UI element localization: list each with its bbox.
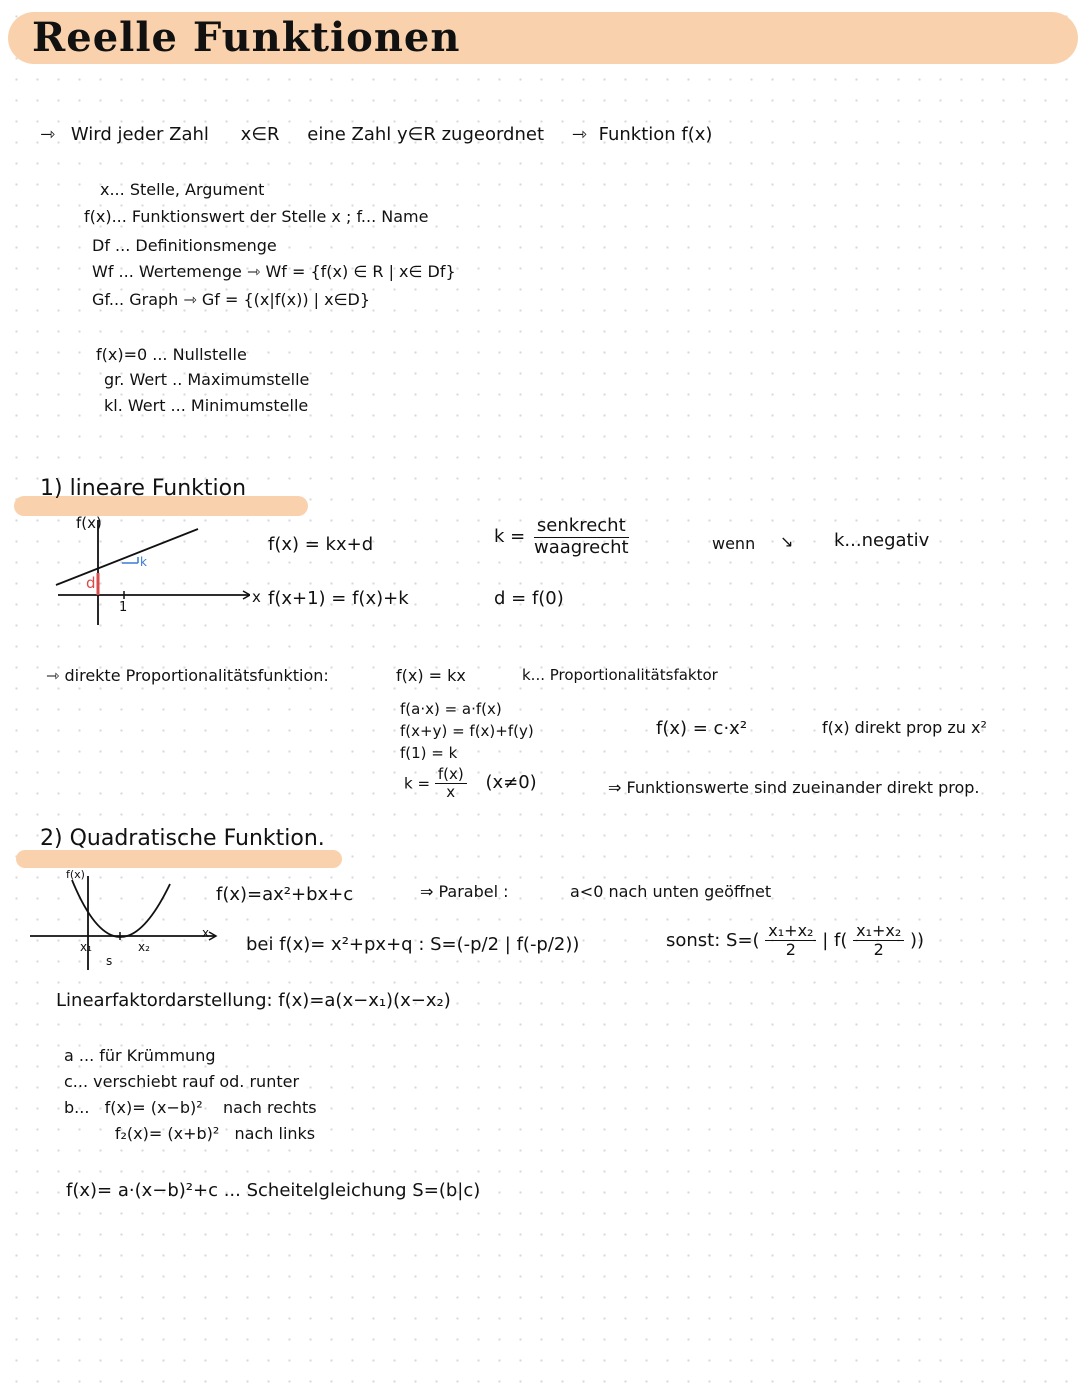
linear-graph-tick-label: 1	[119, 600, 128, 615]
d-definition: d = f(0)	[494, 588, 564, 609]
quadratic-graph-x2-label: x₂	[138, 940, 150, 954]
intro-line	[40, 124, 712, 145]
special-point-2: gr. Wert .. Maximumstelle	[104, 370, 310, 389]
definition-5: Gf... Graph ⇾ Gf = {(x|f(x)) | x∈D}	[92, 290, 371, 309]
intro-text-3: Funktion f(x)	[598, 124, 713, 145]
intro-text-1: Wird jeder Zahl	[70, 124, 209, 145]
proportional-prop-2: f(x+y) = f(x)+f(y)	[400, 722, 534, 740]
linear-heading: 1) lineare Funktion	[40, 476, 247, 501]
definition-2: f(x)... Funktionswert der Stelle x ; f... Name	[84, 207, 429, 226]
quadratic-graph-y-label: f(x)	[66, 868, 85, 881]
vertex-general-den-1: 2	[785, 940, 796, 960]
proportional-conclusion: ⇒ Funktionswerte sind zueinander direkt prop.	[608, 778, 980, 797]
prop-k-denominator: x	[446, 783, 456, 802]
quadratic-graph-s-label: s	[106, 954, 113, 968]
proportional-label: ⇾ direkte Proportionalitätsfunktion:	[46, 666, 329, 685]
special-point-1: f(x)=0 ... Nullstelle	[96, 345, 247, 364]
vertex-pq: bei f(x)= x²+px+q : S=(-p/2 | f(-p/2))	[246, 934, 580, 955]
proportional-cx2-note: f(x) direkt prop zu x²	[822, 718, 987, 737]
quadratic-graph	[28, 872, 218, 972]
k-negative: k...negativ	[834, 530, 930, 551]
prop-k-condition: (x≠0)	[485, 772, 537, 794]
arrow-icon: ⇾	[571, 124, 587, 145]
vertex-general-mid: | f(	[822, 929, 848, 951]
quadratic-heading: 2) Quadratische Funktion.	[40, 826, 325, 851]
quadratic-graph-x1-label: x₁	[80, 940, 92, 954]
linear-eq-1: f(x) = kx+d	[268, 534, 374, 555]
vertex-general-fraction-1	[765, 922, 816, 960]
vertex-general-fraction-2	[853, 922, 904, 960]
param-b-left: f₂(x)= (x+b)² nach links	[64, 1124, 316, 1143]
vertex-general-num-1: x₁+x₂	[765, 922, 816, 941]
param-b-right: b... f(x)= (x−b)² nach rechts	[64, 1098, 317, 1117]
linear-graph-d-label: d	[86, 574, 96, 592]
vertex-general-den-2: 2	[873, 940, 884, 960]
linear-graph-y-label: f(x)	[76, 514, 102, 532]
quadratic-heading-highlight	[16, 850, 342, 868]
proportional-k-def	[404, 766, 537, 802]
page-title: Reelle Funktionen	[32, 14, 461, 61]
vertex-general-end: ))	[910, 929, 925, 951]
linear-graph-k-label: k	[140, 555, 147, 569]
special-point-3: kl. Wert ... Minimumstelle	[104, 396, 309, 415]
prop-k-prefix: k =	[404, 774, 431, 793]
intro-x-in-r: x∈R	[240, 124, 280, 145]
linear-factor-form: Linearfaktordarstellung: f(x)=a(x−x₁)(x−x₂)	[56, 990, 451, 1011]
parabel-open: a<0 nach unten geöffnet	[570, 882, 772, 901]
proportional-prop-1: f(a·x) = a·f(x)	[400, 700, 502, 718]
arrow-down-right-icon: ↘	[780, 532, 794, 551]
k-definition	[494, 516, 632, 558]
proportional-eq: f(x) = kx	[396, 666, 466, 685]
k-fraction	[531, 516, 632, 558]
definition-3: Df ... Definitionsmenge	[92, 236, 277, 255]
linear-graph	[50, 515, 250, 630]
k-numerator: senkrecht	[534, 516, 629, 538]
vertex-general-num-2: x₁+x₂	[853, 922, 904, 941]
quadratic-eq: f(x)=ax²+bx+c	[216, 884, 354, 905]
proportional-prop-3: f(1) = k	[400, 744, 458, 762]
proportional-factor: k... Proportionalitätsfaktor	[522, 666, 718, 684]
prop-k-fraction	[435, 766, 467, 802]
vertex-form: f(x)= a·(x−b)²+c ... Scheitelgleichung S=(b|c)	[66, 1180, 481, 1201]
definition-4: Wf ... Wertemenge ⇾ Wf = {f(x) ∈ R | x∈ Df}	[92, 262, 456, 281]
proportional-cx2: f(x) = c·x²	[656, 718, 748, 739]
vertex-general-prefix: sonst: S=(	[666, 929, 760, 951]
wenn-label: wenn	[712, 534, 756, 553]
linear-graph-x-label: x	[252, 588, 261, 606]
intro-text-2: eine Zahl y∈R zugeordnet	[307, 124, 545, 145]
param-c: c... verschiebt rauf od. runter	[64, 1072, 300, 1091]
parabel-label: ⇒ Parabel :	[420, 882, 509, 901]
k-denominator: waagrecht	[533, 536, 629, 558]
linear-eq-2: f(x+1) = f(x)+k	[268, 588, 409, 609]
prop-k-numerator: f(x)	[435, 766, 467, 784]
quadratic-graph-x-label: x	[202, 926, 210, 940]
arrow-icon: ⇾	[40, 124, 56, 145]
param-a: a ... für Krümmung	[64, 1046, 216, 1065]
k-prefix: k =	[494, 526, 526, 548]
vertex-general	[666, 922, 924, 960]
definition-1: x... Stelle, Argument	[100, 180, 265, 199]
